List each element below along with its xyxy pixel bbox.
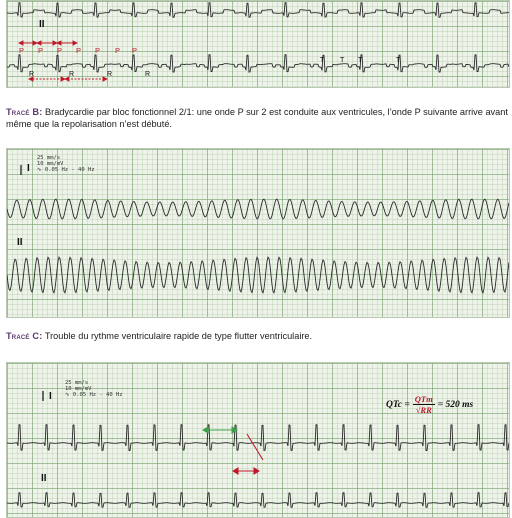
p-wave-label: P: [132, 46, 138, 55]
formula-fraction: [413, 394, 435, 415]
ecg-strip-b: [6, 148, 510, 318]
caption-tag: Tracé C:: [6, 331, 43, 341]
formula-numerator: QTm: [414, 394, 433, 404]
caption-text: Trouble du rythme ventriculaire rapide de type flutter ventriculaire.: [42, 331, 313, 341]
tangent-line: [247, 434, 263, 460]
t-wave-label: T: [320, 57, 325, 64]
recording-settings: 25 mm/s 10 mm/mV ∿ 0.05 Hz - 40 Hz: [65, 380, 123, 398]
p-wave-label: P: [95, 46, 101, 55]
formula-rhs: = 520 ms: [437, 399, 474, 410]
ecg-strip-a: [6, 0, 510, 88]
formula-lhs: QTc =: [386, 399, 410, 410]
lead-label-i: I: [49, 391, 52, 402]
p-wave-label: P: [38, 46, 44, 55]
ecg-strip-c: [6, 362, 510, 518]
lead-label-ii: II: [39, 19, 45, 30]
p-wave-arrows: [19, 41, 77, 45]
r-wave-label: R: [145, 71, 151, 78]
rr-interval-arrows: [29, 77, 107, 81]
t-wave-label: T: [396, 57, 401, 64]
rr-interval-arrow: [233, 468, 259, 474]
p-wave-label: P: [76, 46, 82, 55]
caption-trace-b: [6, 106, 508, 130]
ecg-strip-a-traces: [7, 1, 509, 87]
t-wave-label: T: [340, 57, 345, 64]
p-wave-label: P: [115, 46, 121, 55]
ecg-strip-b-traces: [7, 149, 509, 317]
qt-interval-arrow: [203, 427, 237, 433]
t-wave-label: T: [358, 57, 363, 64]
p-wave-label: P: [57, 46, 63, 55]
caption-tag: Tracé B:: [6, 107, 43, 117]
r-wave-label: R: [107, 71, 113, 78]
lead-label-ii: II: [17, 237, 23, 248]
r-wave-label: R: [69, 71, 75, 78]
lead-label-i: I: [27, 163, 30, 174]
lead-label-ii: II: [41, 473, 47, 484]
caption-text: Bradycardie par bloc fonctionnel 2/1: une onde P sur 2 est conduite aux ventricules, l’onde P suivante arrive avant même que la repolarisation n’est débuté.: [6, 107, 508, 129]
qtc-formula: [386, 394, 473, 415]
p-wave-label: P: [19, 46, 25, 55]
recording-settings: 25 mm/s 10 mm/mV ∿ 0.05 Hz - 40 Hz: [37, 155, 95, 173]
caption-trace-c: [6, 330, 508, 342]
r-wave-label: R: [29, 71, 35, 78]
formula-denominator: √RR: [415, 405, 432, 415]
